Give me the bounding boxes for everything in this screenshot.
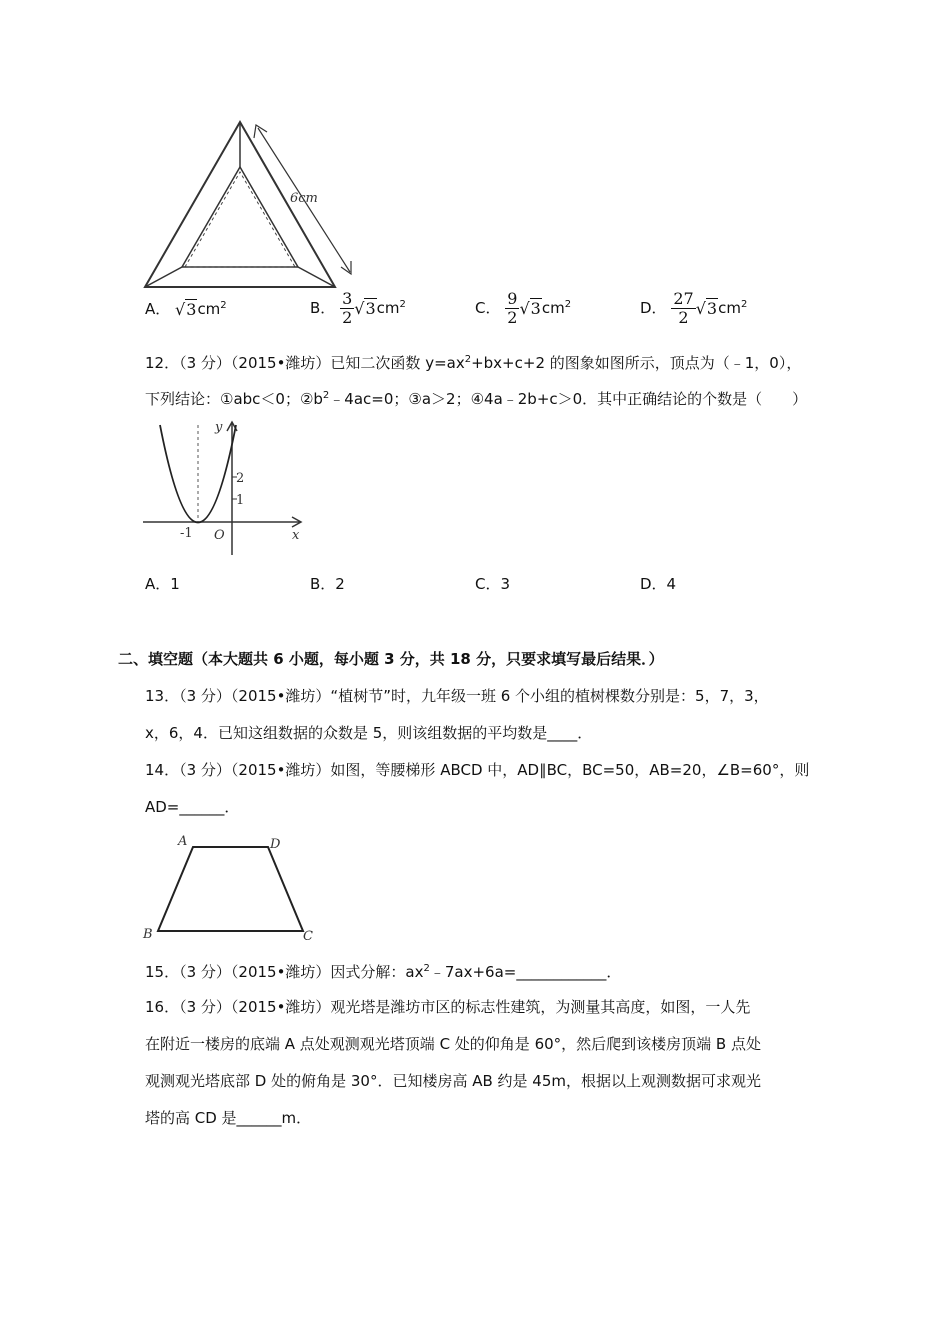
side-length-label: 6cm: [290, 191, 318, 206]
tick-label-2: 2: [236, 471, 245, 486]
q14-line-2: AD=______．: [145, 798, 240, 816]
y-axis-label: y: [215, 420, 223, 435]
q16-line-2: 在附近一楼房的底端 A 点处观测观光塔顶端 C 处的仰角是 60°，然后爬到该楼房顶端 B 点处: [145, 1035, 761, 1053]
q12-line-2: 下列结论：①abc＜0；$②b^2﹣4ac=0$；③a＞2；④4a﹣2b+c＞0．其中正确结论的个数是（ ）: [145, 390, 808, 408]
vertex-d-label: D: [270, 837, 281, 852]
q12-option-d[interactable]: D．4: [640, 575, 677, 593]
q16-line-1: 16．（3 分）（2015•潍坊）观光塔是潍坊市区的标志性建筑，为测量其高度，如图，一人先: [145, 998, 751, 1016]
q15-line: 15．（3 分）（2015•潍坊）因式分解：$ax^2﹣7ax+6a=\_\_\_\_\_\_\_\_\_\_\_\_$．: [145, 963, 622, 981]
q14-trapezoid-figure: [138, 830, 328, 945]
trapezoid-abcd: [158, 847, 303, 931]
q12-option-c[interactable]: C．3: [475, 575, 511, 593]
tick-label-neg1: -1: [180, 526, 193, 541]
q13-line-2: x，6，4．已知这组数据的众数是 5，则该组数据的平均数是____．: [145, 724, 593, 742]
q12-option-a[interactable]: A．1: [145, 575, 180, 593]
q11-option-b[interactable]: B． $\frac{3}{2}$ $√3cm^2$: [310, 289, 406, 327]
q13-line-1: 13．（3 分）（2015•潍坊）“植树节”时，九年级一班 6 个小组的植树棵数分别是：5，7，3，: [145, 687, 769, 705]
q16-line-3: 观测观光塔底部 D 处的俯角是 30°．已知楼房高 AB 约是 45m，根据以上观测数据可求观光: [145, 1072, 761, 1090]
vertex-c-label: C: [303, 929, 313, 944]
q14-line-1: 14．（3 分）（2015•潍坊）如图，等腰梯形 ABCD 中，AD∥BC，BC=50，AB=20，∠B=60°，则: [145, 761, 810, 779]
inner-frame: [182, 167, 298, 267]
q11-option-d[interactable]: D． $\frac{27}{2}$ $√3cm^2$: [640, 289, 748, 327]
q11-triangle-figure: [140, 112, 370, 294]
vertex-b-label: B: [143, 927, 153, 942]
q11-option-c[interactable]: C． $\frac{9}{2}$ $√3cm^2$: [475, 289, 572, 327]
q16-line-4: 塔的高 CD 是______m．: [145, 1109, 312, 1127]
q12-option-b[interactable]: B．2: [310, 575, 345, 593]
section-2-heading: 二、填空题（本大题共 6 小题，每小题 3 分，共 18 分，只要求填写最后结果．）: [118, 650, 664, 668]
x-axis-label: x: [292, 528, 300, 543]
tick-label-1: 1: [236, 493, 245, 508]
q12-line-1: 12．（3 分）（2015•潍坊）已知二次函数 $y=ax^2+bx+c+2$ 的图象如图所示，顶点为（﹣1，0），: [145, 354, 802, 372]
q11-option-a[interactable]: A． $√3cm^2$: [145, 299, 227, 319]
vertex-a-label: A: [178, 834, 188, 849]
origin-label: O: [214, 528, 225, 543]
dashed-triangle: [185, 172, 295, 267]
q12-parabola-graph: [140, 415, 310, 560]
